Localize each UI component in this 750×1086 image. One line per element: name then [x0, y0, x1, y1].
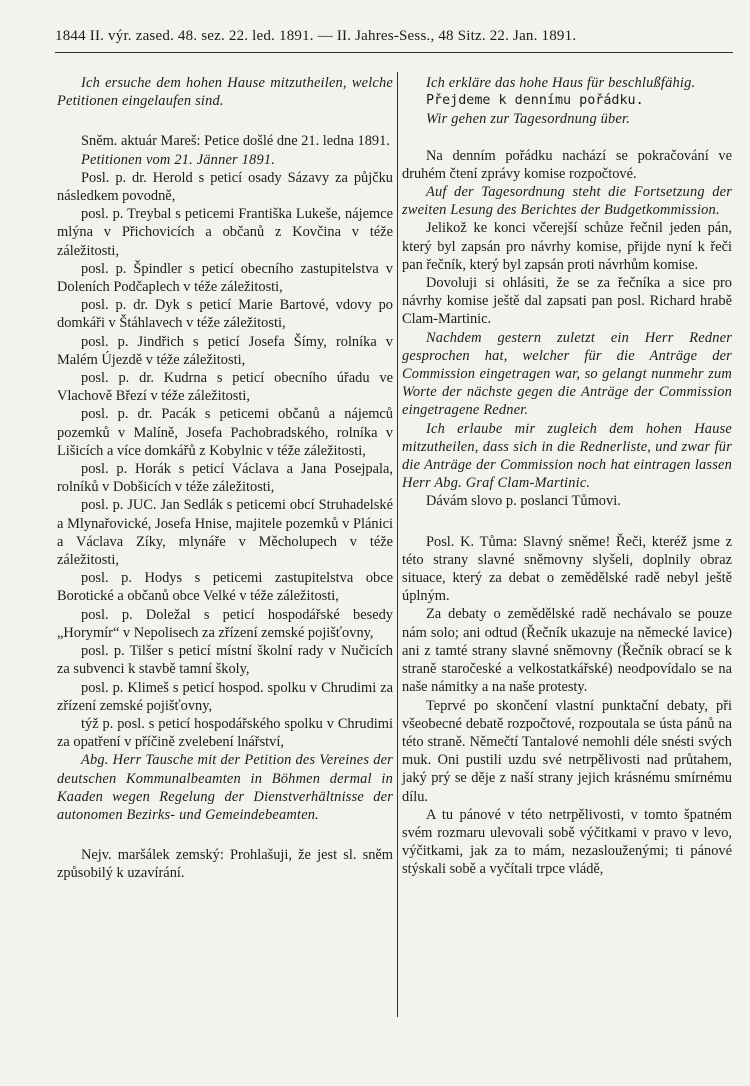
paragraph: Abg. Herr Tausche mit der Petition des Vereines der deutschen Kommunalbeamten in Böhmen dermal in Kaaden wegen Regelung der Dienstverhältnisse der autonomen Bezirks- und Gemeindebeamten.	[57, 752, 393, 823]
paragraph: posl. p. Jindřich s peticí Josefa Šímy, rolníka v Malém Újezdě v téže záležitosti,	[57, 333, 393, 368]
paragraph: Auf der Tagesordnung steht die Fortsetzung der zweiten Lesung des Berichtes der Budgetkommission.	[402, 184, 732, 219]
running-head: 1844 II. výr. zased. 48. sez. 22. led. 1891. — II. Jahres-Sess., 48 Sitz. 22. Jan. 1891.	[55, 28, 577, 44]
paragraph: Sněm. aktuár Mareš: Petice došlé dne 21. ledna 1891.	[81, 133, 390, 150]
paragraph: Dávám slovo p. poslanci Tůmovi.	[426, 493, 621, 510]
paragraph: Wir gehen zur Tagesordnung über.	[426, 111, 631, 128]
paragraph: Jelikož ke konci včerejší schůze řečnil jeden pán, který byl zapsán pro návrhy komise, přijde nyní k řeči pan řečník, který byl zapsán proti návrhům komise.	[402, 220, 732, 273]
paragraph: Přejdeme k dennímu pořádku.	[426, 93, 644, 109]
column-divider	[397, 72, 398, 1017]
paragraph: A tu pánové v této netrpělivosti, v tomto špatném svém rozmaru ulevovali sobě výčitkami v pravo v levo, výčitkami, jak za to mám, nezaslouženými; ti pánové stýskali sobě a vyčítali trpce vládě,	[402, 806, 732, 878]
left-column	[57, 74, 393, 883]
paragraph: Za debaty o zemědělské radě nechávalo se pouze nám solo; ani odtud (Řečník ukazuje na německé lavice) ani z tamté strany slavné sněmovny (Řečník obrací se k straně staročeské a velkostatkářské) neodpovídalo se na naše námitky a na naše protesty.	[402, 606, 732, 696]
paragraph: Ich erkläre das hohe Haus für beschlußfähig.	[426, 75, 696, 91]
paragraph: Nachdem gestern zuletzt ein Herr Redner gesprochen hat, welcher für die Anträge der Commission eingetragen war, so gelangt nunmehr zum Worte der nächste gegen die Anträge der Commission eingetragene Redner.	[402, 329, 732, 419]
paragraph: Ich ersuche dem hohen Hause mitzutheilen, welche Petitionen eingelaufen sind.	[57, 75, 393, 110]
paragraph: Teprvé po skončení vlastní punktační debaty, při všeobecné debatě rozpočtové, rozpoutala se ústa pánů na této straně. Němečtí Tantalové nemohli déle snésti svých muk. Oni pustili uzdu své netrpělivosti nad průtahem, jaký prý se děje z naší strany jejich krásnému smírnému dílu.	[402, 697, 732, 805]
paragraph: Nejv. maršálek zemský: Prohlašuji, že jest sl. sněm způsobilý k uzavírání.	[57, 847, 393, 882]
paragraph: Dovoluji si ohlásiti, že se za řečníka a sice pro návrhy komise ještě dal zapsati pan posl. Richard hrabě Clam-Martinic.	[402, 275, 732, 328]
paragraph: Posl. p. dr. Herold s peticí osady Sázavy za půjčku následkem povodně,	[57, 169, 393, 205]
header-rule	[55, 52, 733, 53]
paragraph: posl. p. dr. Kudrna s peticí obecního úřadu ve Vlachově Březí v téže záležitosti,	[57, 370, 393, 405]
right-column	[402, 74, 732, 879]
paragraph: posl. p. Doležal s peticí hospodářské besedy „Horymír“ v Nepolisech za zřízení zemské pojišťovny,	[57, 606, 393, 641]
paragraph: posl. p. Hodys s peticemi zastupitelstva obce Borotické a občanů obce Velké v téže záležitosti,	[57, 570, 393, 605]
page-header	[55, 28, 735, 45]
paragraph: posl. p. Horák s peticí Václava a Jana Posejpala, rolníků v Dobšicích v téže záležitosti,	[57, 461, 393, 496]
paragraph: posl. p. Tilšer s peticí místní školní rady v Nučicích za subvenci k stavbě tamní školy,	[57, 643, 393, 678]
paragraph: posl. p. JUC. Jan Sedlák s peticemi obcí Struhadelské a Mlynařovické, Josefa Hnise, majitele pozemků v Plánici a Václava Zíky, mlynáře v Měcholupech v téže záležitosti,	[57, 497, 393, 569]
paragraph: posl. p. Špindler s peticí obecního zastupitelstva v Doleních Podčaplech v téže záležitosti,	[57, 260, 393, 296]
paragraph: posl. p. Treybal s peticemi Františka Lukeše, nájemce mlýna v Přichovicích a občanů z Kovčina v téže záležitosti,	[57, 206, 393, 259]
paragraph: týž p. posl. s peticí hospodářského spolku v Chrudimi za opatření v příčině zvelebení lnářství,	[57, 715, 393, 751]
paragraph: Na denním pořádku nachází se pokračování ve druhém čtení zprávy komise rozpočtové.	[402, 147, 732, 182]
paragraph: Petitionen vom 21. Jänner 1891.	[81, 151, 276, 168]
paragraph: posl. p. dr. Dyk s peticí Marie Bartové, vdovy po domkáři v Štáhlavech v téže záležitosti,	[57, 297, 393, 332]
paragraph: Posl. K. Tůma: Slavný sněme! Řeči, kteréž jsme z této strany slavné sněmovny slyšeli, doplnily obraz situace, který za debat o zemědělské radě nebyl ještě úplným.	[402, 533, 732, 605]
paragraph: posl. p. dr. Pacák s peticemi občanů a nájemců pozemků v Malíně, Josefa Pachobradského, rolníka v Lišicích a více domkářů z Kobylnic v téže záležitosti,	[57, 406, 393, 459]
paragraph: Ich erlaube mir zugleich dem hohen Hause mitzutheilen, dass sich in die Rednerliste, und zwar für die Anträge der Commission noch hat eintragen lassen Herr Abg. Graf Clam-Martinic.	[402, 420, 732, 492]
paragraph: posl. p. Klimeš s peticí hospod. spolku v Chrudimi za zřízení zemské pojišťovny,	[57, 679, 393, 714]
